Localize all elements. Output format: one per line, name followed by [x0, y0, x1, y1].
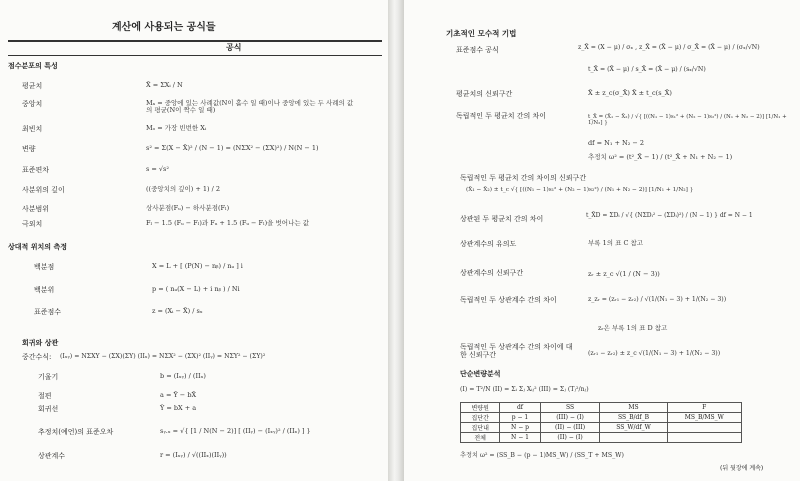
label-r-ci: 상관계수의 신뢰구간 [460, 269, 524, 277]
top-rule [8, 40, 382, 42]
formula-median: Mₐ = 중앙에 있는 사례값(N이 홀수 일 때)이나 중앙에 있는 두 사례의 값의 평균(N이 짝수 일 때) [146, 99, 354, 115]
formula-zscore: z = (Xᵢ − X̄) / sₓ [152, 307, 203, 315]
formula-r-difference-note: zᵣ은 부록 1의 표 D 참고 [598, 324, 668, 332]
section-parametric: 기초적인 모수적 기법 [446, 29, 517, 38]
label-zscore: 표준점수 [34, 308, 62, 316]
table-cell [667, 433, 741, 443]
label-percentile-point: 백분점 [34, 263, 55, 271]
formula-correlation: r = (Iₓᵧ) / √((IIₓ)(IIᵧ)) [160, 451, 227, 459]
formula-regression-line: Ŷ = bX + a [160, 404, 197, 412]
label-regression-line: 회귀선 [38, 405, 59, 413]
anova-header-f: F [667, 403, 741, 413]
right-page [404, 0, 800, 481]
formula-standard-error-estimate: sᵧ.ₓ = √{ [1 / N(N − 2)] [ (IIᵧ) − (Iₓᵧ)² / (IIₓ) ] } [160, 427, 311, 435]
table-cell: N − 1 [500, 433, 540, 443]
formula-mode: Mₒ = 가장 빈번한 Xᵢ [146, 124, 207, 132]
anova-header-df: df [500, 403, 540, 413]
formula-omega-anova: 추정치 ω² = (SS_B − (p − 1)MS_W) / (SS_T + MS_W) [460, 452, 624, 459]
table-cell: N − p [500, 423, 540, 433]
formula-r-difference: z_zᵣ = (zᵣ₁ − zᵣ₂) / √(1/(N₁ − 3) + 1/(N₂ − 3)) [588, 296, 727, 303]
formula-r-ci: zᵣ ± z_c √(1 / (N − 3)) [588, 270, 660, 278]
label-quartile-range: 사분범위 [22, 205, 50, 213]
formula-intercept: a = Ȳ − bX̄ [160, 391, 197, 399]
label-percentile-rank: 백분위 [34, 286, 55, 294]
formula-dependent-t: t_X̄D = ΣDᵢ / √{ (NΣDᵢ² − (ΣDᵢ)²) / (N − 1) } df = N − 1 [586, 212, 753, 219]
formula-percentile-point: X = L + [ (P(N) − nᵦ) / nᵤ ] i [152, 262, 243, 270]
label-dependent-t: 상관된 두 평균치 간의 차이 [460, 215, 544, 223]
label-standard-error-estimate: 추정치(예언)의 표준오차 [38, 428, 114, 436]
table-cell: 집단간 [461, 413, 500, 423]
section-distribution: 점수분포의 특성 [8, 62, 58, 70]
formulas-heading: 공식 [226, 43, 242, 52]
table-cell: SS_B/df_B [600, 413, 667, 423]
formula-variance: s² = Σ(X − X̄)² / (N − 1) = (NΣX² − (ΣX)²) / N(N − 1) [146, 144, 319, 152]
table-cell: p − 1 [500, 413, 540, 423]
book-gutter [388, 0, 404, 481]
continued-note: (뒤 뒷장에 계속) [720, 465, 764, 472]
table-cell [600, 433, 667, 443]
label-anova: 단순변량분석 [460, 370, 501, 378]
table-cell: 집단내 [461, 423, 500, 433]
formula-sd: s = √s² [146, 165, 169, 173]
formula-quartile-range: 상사분점(Fᵤ) − 하사분점(Fₗ) [146, 204, 230, 212]
table-cell: SS_W/df_W [600, 423, 667, 433]
anova-header-source: 변량원 [461, 403, 500, 413]
table-row [461, 413, 742, 423]
label-mean: 평균치 [22, 82, 43, 90]
formula-outlier: Fₗ − 1.5 (Fᵤ − Fₗ)과 Fᵤ + 1.5 (Fᵤ − Fₗ)을 벗어나는 값 [146, 219, 309, 227]
formula-r-significance: 부록 1의 표 C 참고 [588, 239, 644, 247]
table-row [461, 433, 742, 443]
table-cell: (II) − (III) [540, 423, 600, 433]
label-sums: 중간수식: [22, 353, 52, 361]
label-independent-t: 독립적인 두 평균치 간의 차이 [456, 112, 547, 120]
formula-percentile-rank: p = ( nᵤ(X − L) + i nᵦ ) / Ni [152, 285, 240, 293]
formula-independent-t: t_X̄ = (X̄₁ − X̄₂) / √{ [((N₁ − 1)s₁² + (N₂ − 1)s₂²) / (N₁ + N₂ − 2)] [1/N₁ + 1/N₂] } [588, 114, 787, 127]
formula-z: z_X̄ = (X − μ) / σₓ , z_X̄ = (X̄ − μ) / σ_X̄ = (X̄ − μ) / (σₓ/√N) [578, 44, 760, 51]
left-page [0, 0, 388, 481]
table-cell [667, 423, 741, 433]
anova-header-ss: SS [540, 403, 600, 413]
table-cell: MS_B/MS_W [667, 413, 741, 423]
formula-omega-t: 추정치 ω² = (t²_X̄ − 1) / (t²_X̄ + N₁ + N₂ − 1) [588, 153, 733, 161]
label-quartile-depth: 사분위의 깊이 [22, 186, 65, 194]
anova-header-ms: MS [600, 403, 667, 413]
formula-anova-terms: (I) = T²/N (II) = Σᵢ Σⱼ Xᵢⱼ² (III) = Σⱼ (Tⱼ²/nⱼ) [460, 386, 589, 393]
section-regression: 회귀와 상관 [22, 339, 59, 347]
label-variance: 변량 [22, 145, 36, 153]
table-cell: (II) − (I) [540, 433, 600, 443]
label-sd: 표준편차 [22, 166, 50, 174]
formula-mean: X̄ = ΣXᵢ / N [146, 81, 183, 89]
label-slope: 기울기 [38, 373, 59, 381]
anova-header-row [461, 403, 742, 413]
label-mean-ci: 평균치의 신뢰구간 [456, 90, 513, 98]
formula-independent-ci: (X̄₁ − X̄₂) ± t_c √{ [((N₁ − 1)s₁² + (N₂ − 1)s₂²) / (N₁ + N₂ − 2)] [1/N₁ + 1/N₂] } [466, 187, 694, 193]
label-r-difference-ci: 독립적인 두 상관계수 간의 차이에 대한 신뢰구간 [460, 343, 573, 360]
label-outlier: 극외치 [22, 220, 43, 228]
label-r-significance: 상관계수의 유의도 [460, 240, 517, 248]
formula-r-difference-ci: (zᵣ₁ − zᵣ₂) ± z_c √(1/(N₁ − 3) + 1/(N₂ − 3)) [588, 350, 721, 357]
formula-mean-ci: X̄ ± z_c(σ_X̄) X̄ ± t_c(s_X̄) [588, 89, 672, 97]
formula-quartile-depth: ((중앙치의 깊이) + 1) / 2 [146, 185, 221, 193]
anova-table [460, 402, 742, 443]
formula-independent-df: df = N₁ + N₂ − 2 [588, 139, 645, 147]
label-independent-ci: 독립적인 두 평균치 간의 차이의 신뢰구간 [460, 174, 587, 182]
formula-t-single: t_X̄ = (X̄ − μ) / s_X̄ = (X̄ − μ) / (sₓ/√N) [588, 66, 706, 73]
section-relative-position: 상대적 위치의 측정 [8, 243, 67, 251]
formula-sums: (Iₓᵧ) = NΣXY − (ΣX)(ΣY) (IIₓ) = NΣX² − (ΣX)² (IIᵧ) = NΣY² − (ΣY)² [60, 353, 266, 360]
label-correlation: 상관계수 [38, 452, 66, 460]
table-cell: (III) − (I) [540, 413, 600, 423]
table-row [461, 423, 742, 433]
heading-rule [8, 55, 382, 56]
label-r-difference: 독립적인 두 상관계수 간의 차이 [460, 296, 557, 304]
label-mode: 최빈치 [22, 125, 43, 133]
label-z-formula: 표준점수 공식 [456, 46, 499, 54]
table-cell: 전체 [461, 433, 500, 443]
label-intercept: 절편 [38, 392, 52, 400]
label-median: 중앙치 [22, 100, 43, 108]
page-title: 계산에 사용되는 공식들 [112, 22, 216, 33]
formula-slope: b = (Iₓᵧ) / (IIₓ) [160, 372, 206, 380]
